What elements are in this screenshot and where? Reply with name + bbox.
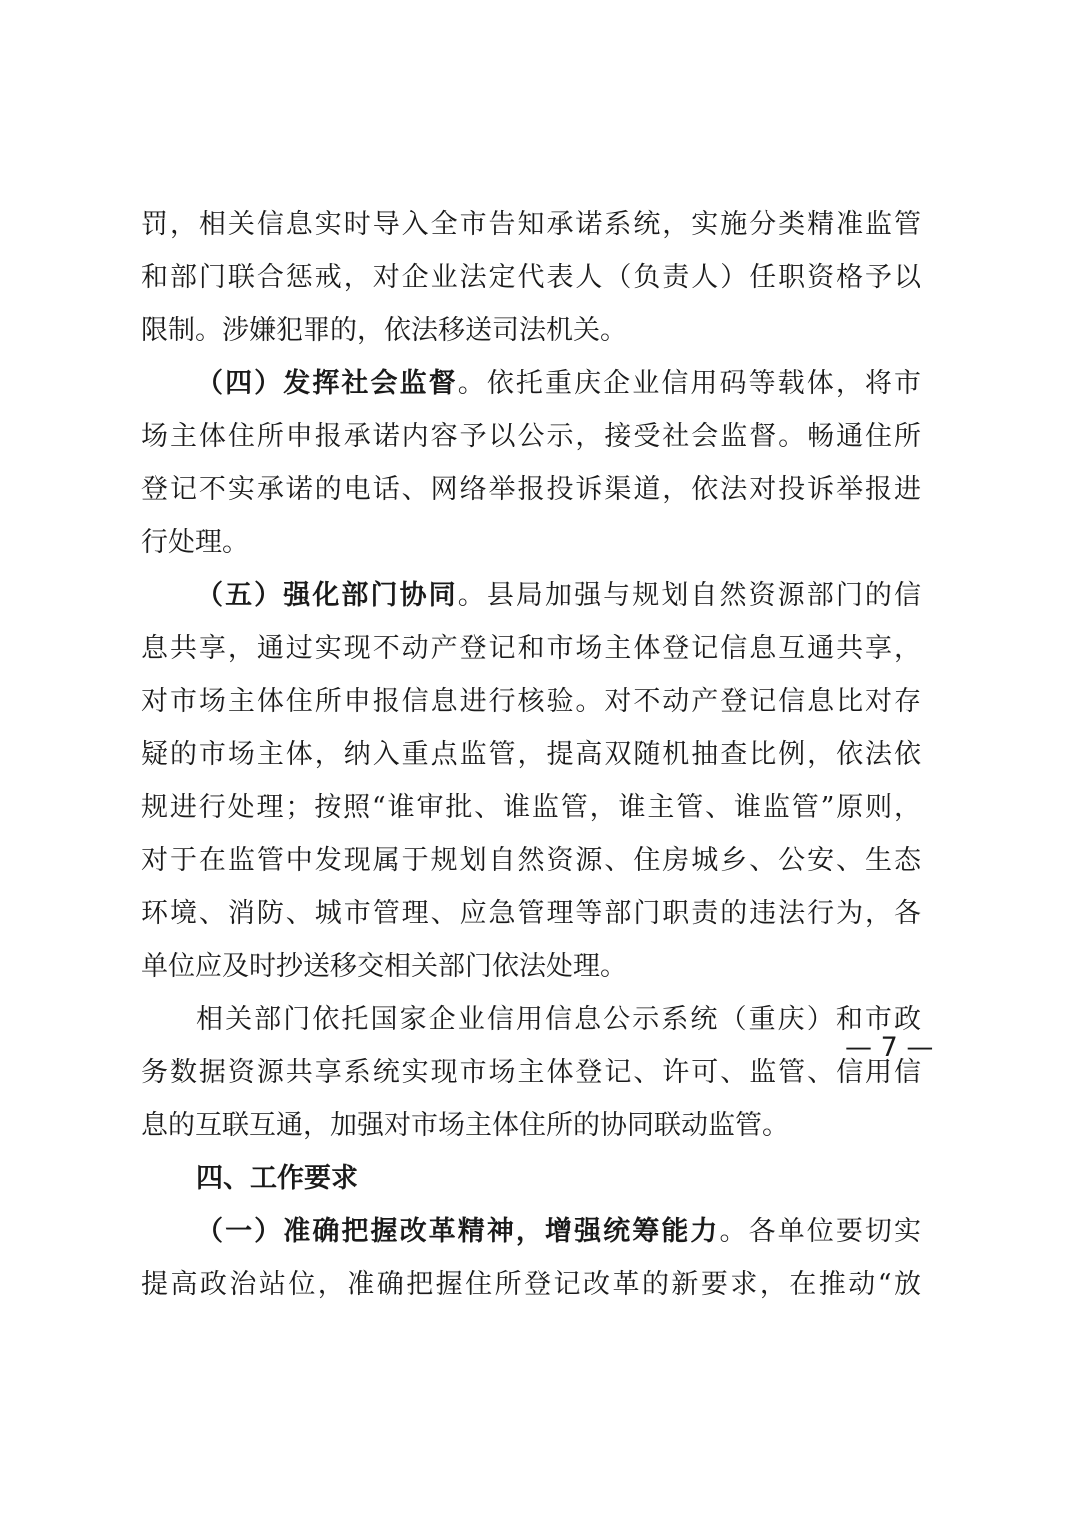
paragraph-first-line: 相关部门依托国家企业信用信息公示系统（重庆）和市政 [196,1004,921,1035]
body-text-line: 场主体住所申报承诺内容予以公示，接受社会监督。畅通住所 [141,421,921,452]
body-text-line: 规进行处理；按照“谁审批、谁监管，谁主管、谁监管”原则， [141,792,921,823]
body-text-line: 环境、消防、城市管理、应急管理等部门职责的违法行为，各 [141,898,921,929]
page-number: — 7 — [845,1032,934,1063]
paragraph-first-line [196,578,921,614]
body-text-line: 疑的市场主体，纳入重点监管，提高双随机抽查比例，依法依 [141,739,921,770]
body-text-span: 。县局加强与规划自然资源部门的信 [457,580,921,611]
body-text-line: 登记不实承诺的电话、网络举报投诉渠道，依法对投诉举报进 [141,474,921,505]
body-text-line: 息的互联互通，加强对市场主体住所的协同联动监管。 [141,1110,789,1141]
body-text-line: 罚，相关信息实时导入全市告知承诺系统，实施分类精准监管 [141,209,921,240]
body-text-line: 限制。涉嫌犯罪的，依法移送司法机关。 [141,315,627,346]
paragraph-first-line [196,1214,921,1250]
body-text-span: 。依托重庆企业信用码等载体，将市 [457,368,921,399]
paragraph-lead: （五）强化部门协同 [196,580,458,611]
body-text-line: 对市场主体住所申报信息进行核验。对不动产登记信息比对存 [141,686,921,717]
section-heading: 四、工作要求 [196,1163,358,1194]
paragraph-lead: （四）发挥社会监督 [196,368,458,399]
paragraph-first-line [196,366,921,402]
body-text-line: 息共享，通过实现不动产登记和市场主体登记信息互通共享， [141,633,921,664]
body-text-line: 对于在监管中发现属于规划自然资源、住房城乡、公安、生态 [141,845,921,876]
body-text-line: 和部门联合惩戒，对企业法定代表人（负责人）任职资格予以 [141,262,921,293]
paragraph-lead: （一）准确把握改革精神，增强统筹能力 [196,1216,720,1247]
body-text-line: 提高政治站位，准确把握住所登记改革的新要求，在推动“放 [141,1269,921,1300]
body-text-span: 。各单位要切实 [719,1216,921,1247]
body-text-line: 务数据资源共享系统实现市场主体登记、许可、监管、信用信 [141,1057,921,1088]
body-text-line: 单位应及时抄送移交相关部门依法处理。 [141,951,627,982]
body-text-line: 行处理。 [141,527,249,558]
